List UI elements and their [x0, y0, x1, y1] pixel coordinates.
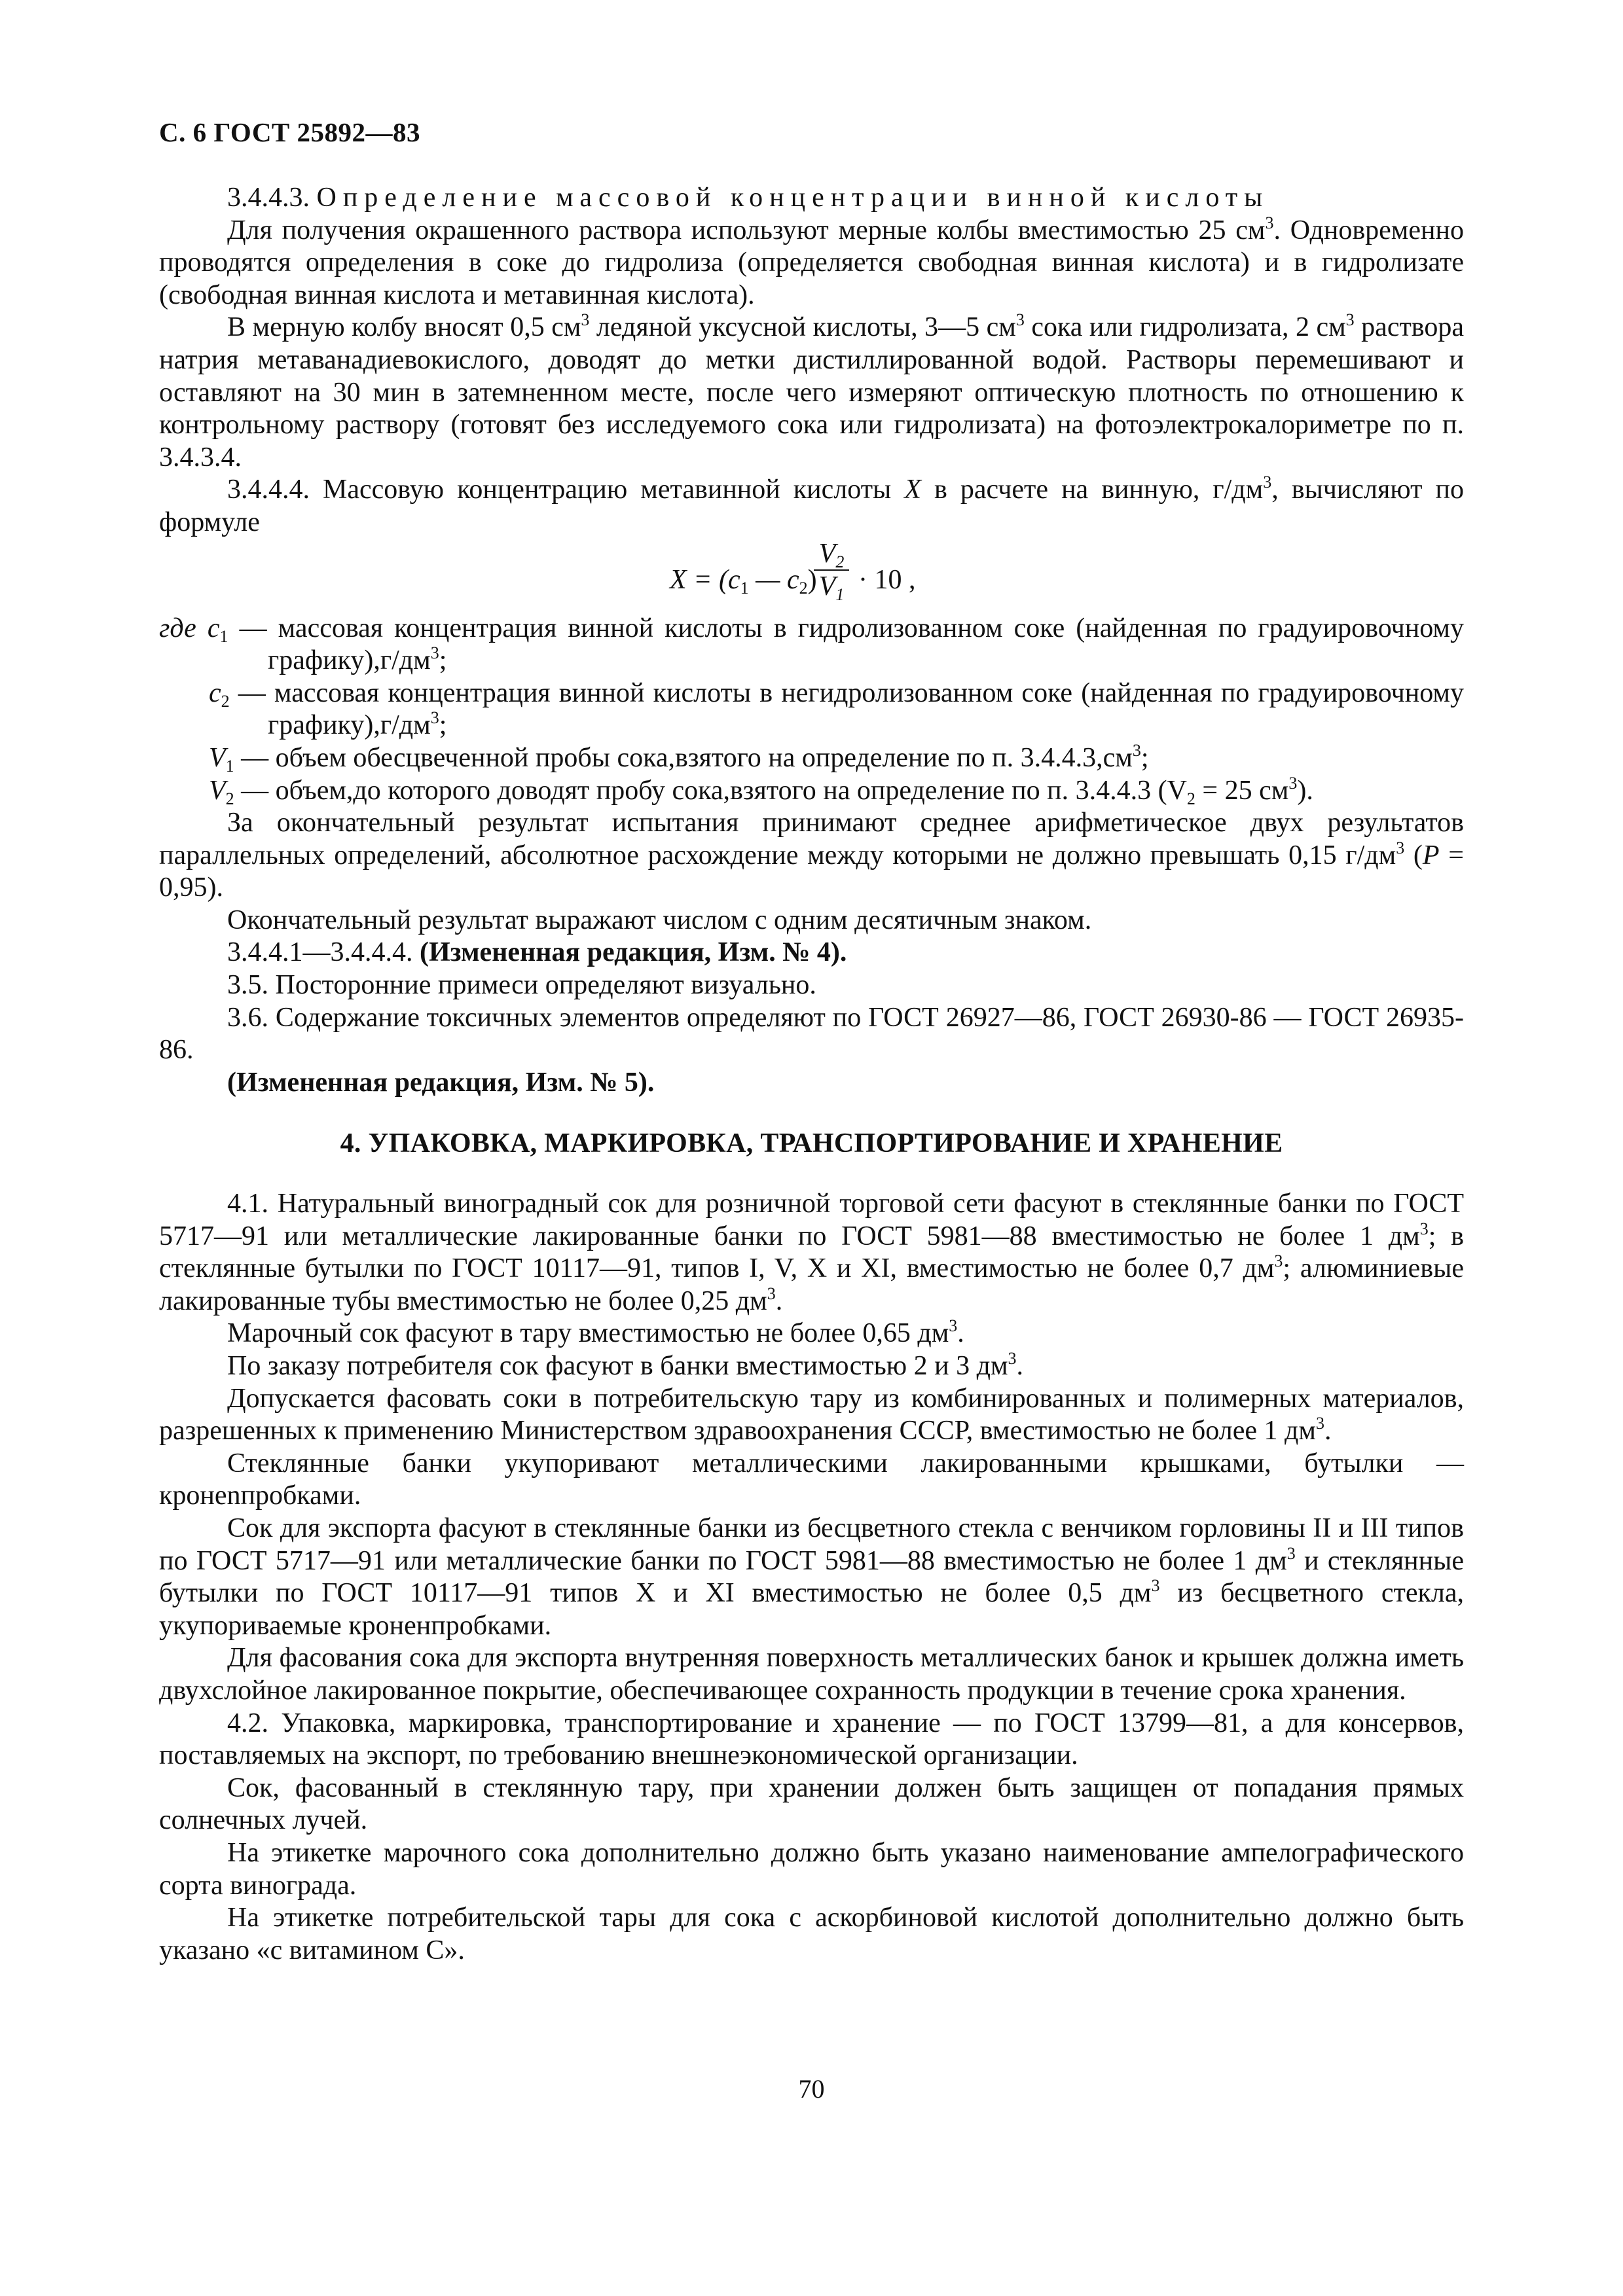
- definition-v1: $V_1$ — объем обесцвеченной пробы сока,взятого на определение по п. $3.4.4.3,см^3$;: [209, 740, 1149, 776]
- paragraph-4-1: 4.1. Натуральный виноградный сок для розничной торговой сети фасуют в стеклянные банки по ГОСТ 5717—91 или металлические лакированные банки по ГОСТ 5981—88 вместимостью не более 1 $дм^3$; в стеклянные бутылки по ГОСТ 10117—91, типов I, V, X и XI, вместимостью не более 0,7 $дм^3$; алюминиевые лакированные тубы вместимостью не более 0,25 $дм^3$.: [159, 1189, 1465, 1316]
- paragraph-flask-procedure: В мерную колбу вносят 0,5 $см^3$ ледяной уксусной кислоты, 3—5 $см^3$ сока или гидролизата, 2 $см^3$ раствора натрия метаванадиевокислого, доводят до метки дистиллированной водой. Растворы перемешивают и оставляют на 30 мин в затемненном месте, после чего измеряют оптическую плотность по отношению к контрольному раствору (готовят без исследуемого сока или гидролизата) на фотоэлектрокалориметре по п. 3.4.3.4.: [159, 310, 1464, 473]
- paragraph-3-6: 3.6. Содержание токсичных элементов определяют по ГОСТ 26927—86, ГОСТ 26930-86 — ГОСТ 26935-86.: [159, 1002, 1464, 1066]
- paragraph-3-5: 3.5. Посторонние примеси определяют визуально.: [227, 970, 816, 1001]
- section-title-spaced: Определение массовой концентрации винной кислоты: [316, 183, 1269, 213]
- definition-v2: $V_2$ — объем,до которого доводят пробу сока,взятого на определение по п. 3.4.4.3 ($V_2 = 25$ $см^3$).: [209, 773, 1313, 808]
- page-number: 70: [798, 2074, 825, 2104]
- paragraph-amendment-5: (Измененная редакция, Изм. № 5).: [227, 1067, 655, 1098]
- document-body: [159, 182, 1464, 1967]
- paragraph-final-result: За окончательный результат испытания принимают среднее арифметическое двух результатов параллельных определений, абсолютное расхождение между которыми не должно превышать 0,15 $г/дм^3$ (P = 0,95).: [159, 808, 1464, 903]
- fraction-numerator: $V_2$: [818, 538, 845, 571]
- formula-rhs: · 10 ,: [858, 564, 916, 595]
- paragraph-sunlight: Сок, фасованный в стеклянную тару, при хранении должен быть защищен от попадания прямых солнечных лучей.: [159, 1772, 1464, 1836]
- paragraph-consumer-order: По заказу потребителя сок фасуют в банки вместимостью 2 и 3 $дм^3$.: [227, 1349, 1024, 1381]
- page-header: С. 6 ГОСТ 25892—83: [159, 117, 421, 147]
- definition-c1: где $c_1$ — массовая концентрация винной кислоты в гидролизованном соке (найденная по градуировочному $графику),г/дм^3$;: [159, 613, 1464, 676]
- formula-block: [159, 539, 1464, 617]
- paragraph-amendment-4: 3.4.4.1—3.4.4.4. (Измененная редакция, Изм. № 4).: [227, 937, 847, 968]
- paragraph-combined-materials: Допускается фасовать соки в потребительскую тару из комбинированных и полимерных материалов, разрешенных к применению Министерством здравоохранения СССР, вместимостью не более 1 $дм^3$.: [159, 1383, 1464, 1446]
- paragraph-3-4-4-4: 3.4.4.4. Массовую концентрацию метавинной кислоты X в расчете на винную, $г/дм^3$, вычисляют по формуле: [159, 473, 1464, 537]
- fraction-denominator: $V_1$: [818, 571, 845, 604]
- formula-fraction: [814, 538, 849, 604]
- paragraph-vintage-juice: Марочный сок фасуют в тару вместимостью не более 0,65 $дм^3$.: [227, 1316, 964, 1349]
- paragraph-label-vitamin: На этикетке потребительской тары для сока с аскорбиновой кислотой дополнительно должно быть указано «с витамином С».: [159, 1903, 1464, 1965]
- paragraph-export-coating: Для фасования сока для экспорта внутренняя поверхность металлических банок и крышек должна иметь двухслойное лакированное покрытие, обеспечивающее сохранность продукции в течение срока хранения.: [159, 1643, 1464, 1706]
- paragraph-glass-jars: Стеклянные банки укупоривают металлическими лакированными крышками, бутылки — кронenпробками.: [159, 1448, 1464, 1511]
- paragraph-4-2: 4.2. Упаковка, маркировка, транспортирование и хранение — по ГОСТ 13799—81, а для консервов, поставляемых на экспорт, по требованию внешнеэкономической организации.: [159, 1708, 1464, 1771]
- paragraph-colored-solution: Для получения окрашенного раствора используют мерные колбы вместимостью 25 $см^3$. Одновременно проводятся определения в соке до гидролиза (определяется свободная винная кислота) и в гидролизате (свободная винная кислота и метавинная кислота).: [159, 213, 1464, 310]
- paragraph-export: Сок для экспорта фасуют в стеклянные банки из бесцветного стекла с венчиком горловины II и III типов по ГОСТ 5717—91 или металлические банки по ГОСТ 5981—88 вместимостью не более 1 $дм^3$ и стеклянные бутылки по ГОСТ 10117—91 типов X и XI вместимостью не более 0,5 $дм^3$ из бесцветного стекла, укупориваемые кроненпробками.: [159, 1513, 1464, 1641]
- paragraph-label-vintage: На этикетке марочного сока дополнительно должно быть указано наименование ампелографического сорта винограда.: [159, 1837, 1464, 1901]
- formula-definitions: [159, 613, 1464, 808]
- formula-lhs: $X = (c_1$ — $c_2$): [670, 564, 817, 598]
- paragraph-decimal: Окончательный результат выражают числом с одним десятичным знаком.: [227, 905, 1092, 935]
- paragraph-3-4-4-3-title: 3.4.4.3. Определение массовой концентрации винной кислоты: [227, 183, 1269, 213]
- definition-c2: $c_2$ — массовая концентрация винной кислоты в негидролизованном соке (найденная по градуировочному $графику),г/дм^3$;: [209, 677, 1464, 741]
- section-4-heading: 4. УПАКОВКА, МАРКИРОВКА, ТРАНСПОРТИРОВАНИЕ И ХРАНЕНИЕ: [340, 1128, 1283, 1159]
